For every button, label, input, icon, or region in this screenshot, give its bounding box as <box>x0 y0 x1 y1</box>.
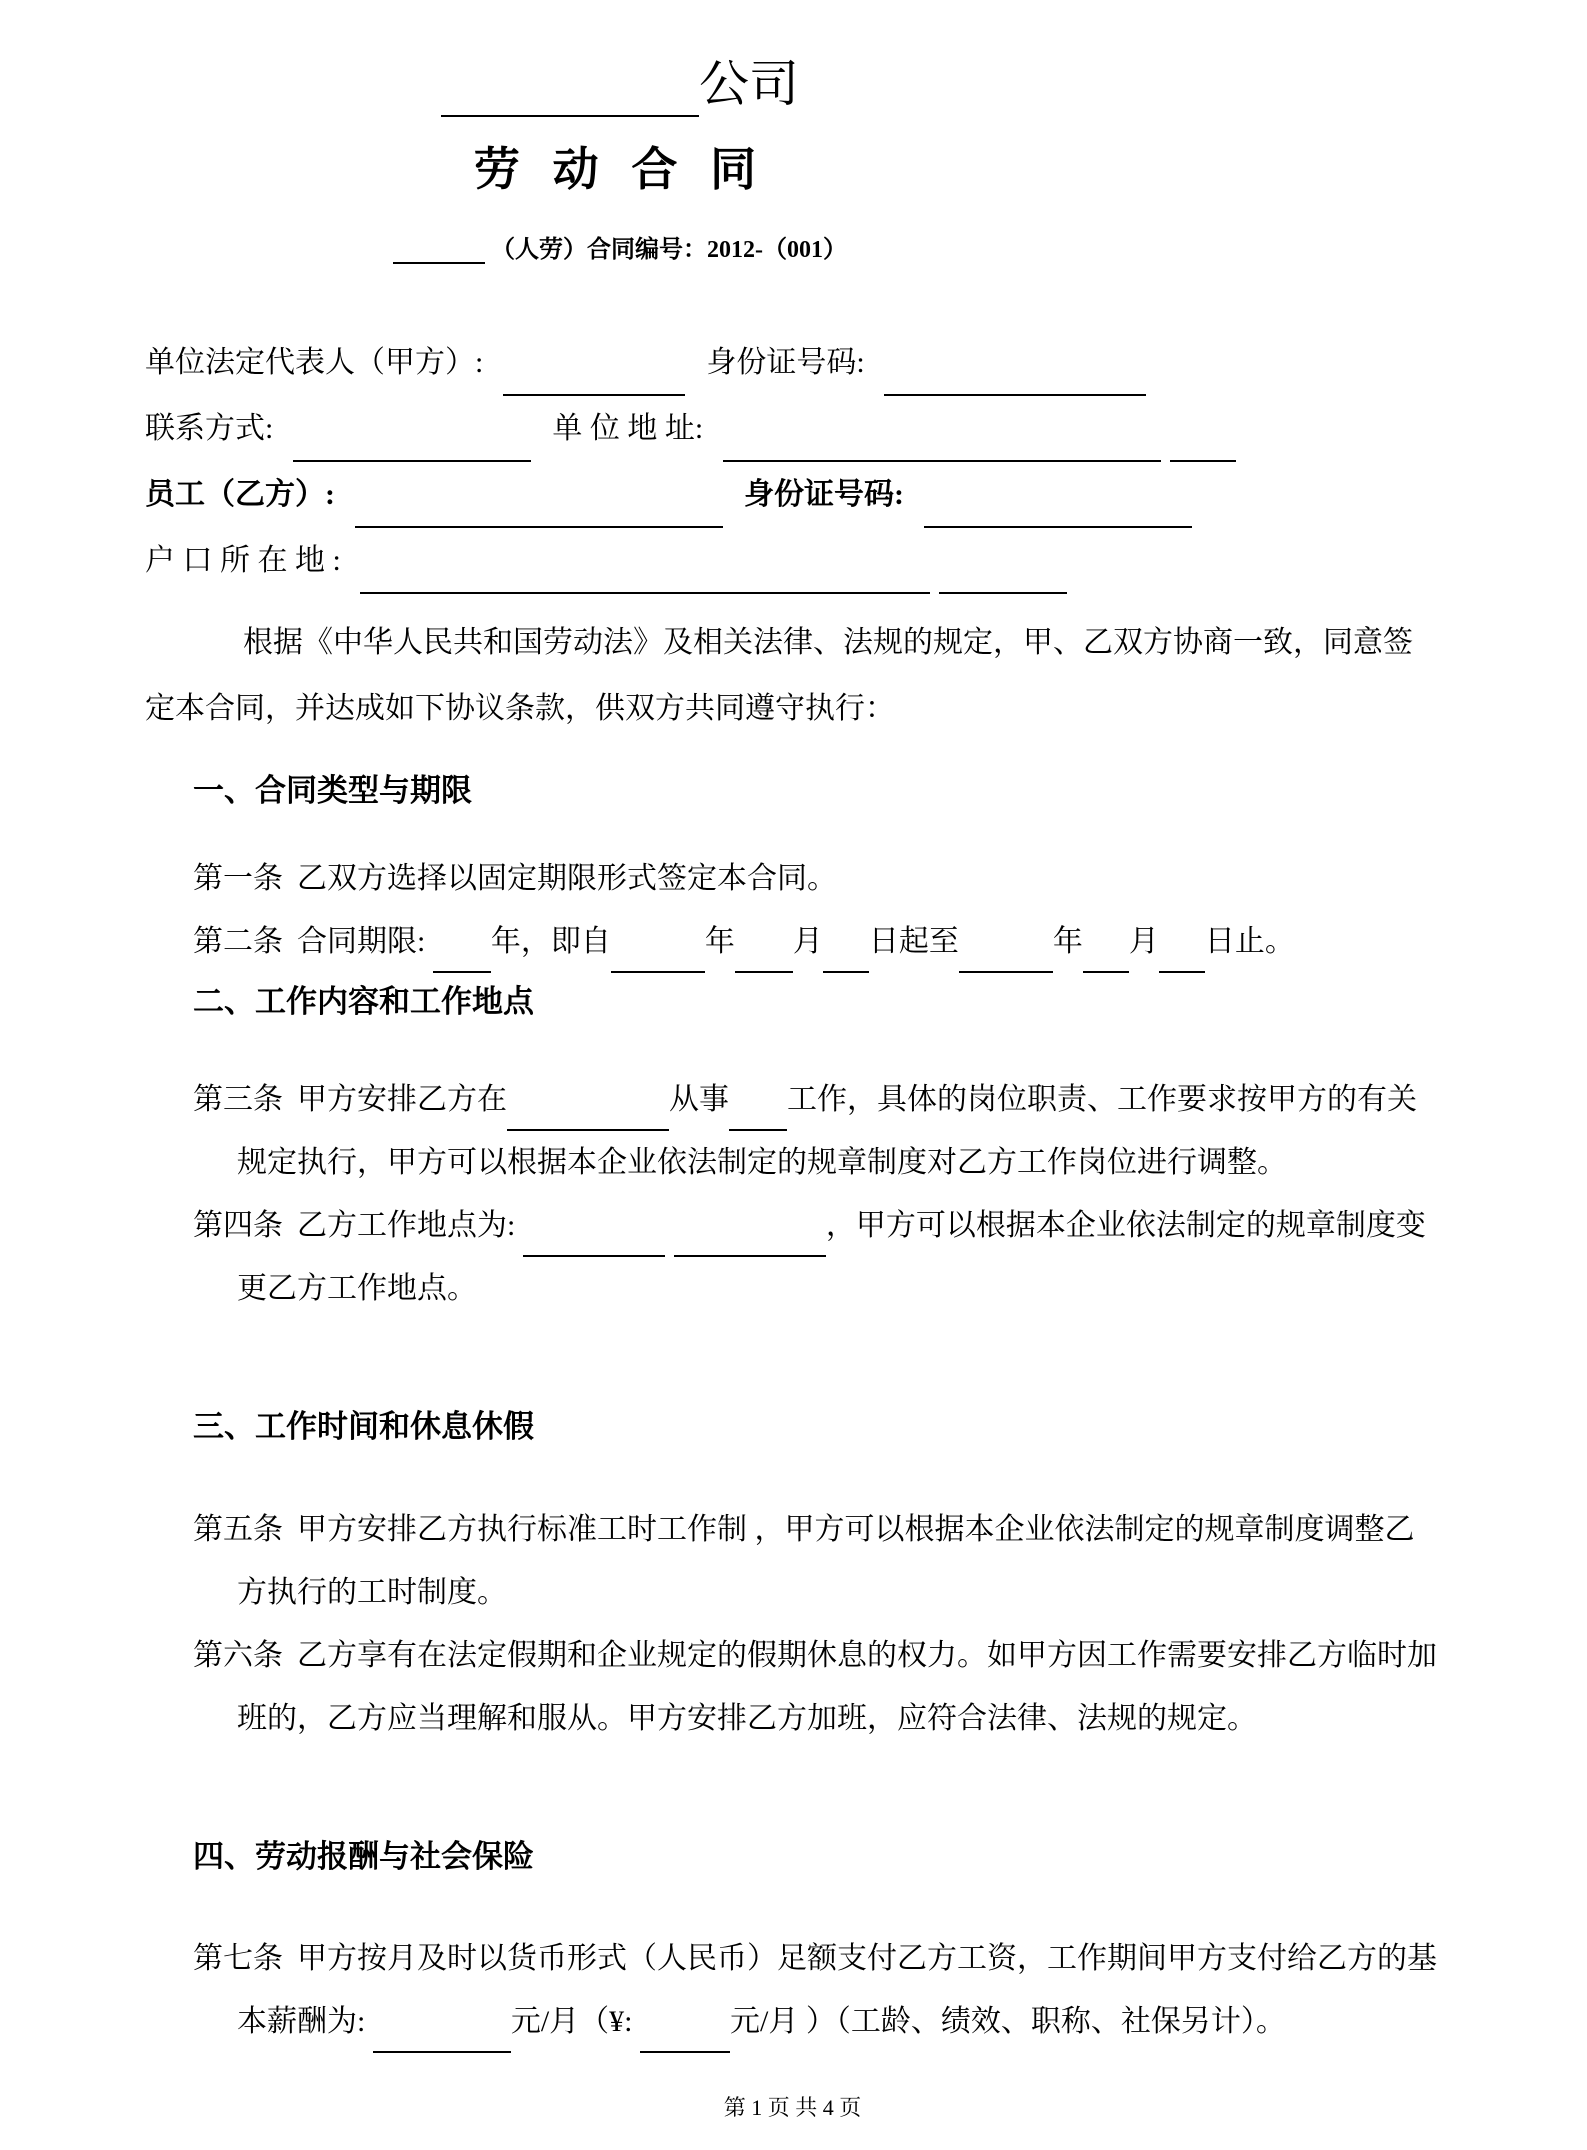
clause-2-text-2: 年，即自 <box>490 925 611 959</box>
start-day-blank <box>823 939 869 973</box>
clause-7-number: 第七条 <box>193 1941 283 1975</box>
clause-2-text-5: 日起至 <box>868 925 959 959</box>
clause-4 <box>145 1194 1440 1320</box>
end-year-blank <box>959 939 1053 973</box>
start-month-blank <box>735 939 793 973</box>
clause-4-text-2: ，甲方可以根据本企业依法制定的规章制度变更乙方工作地点。 <box>237 1209 1426 1306</box>
rep-id-blank <box>884 362 1146 396</box>
start-year-blank <box>611 939 705 973</box>
clause-6 <box>145 1624 1440 1750</box>
clause-3-text: 甲方安排乙方在 <box>297 1083 507 1117</box>
section-3-heading: 三、工作时间和休息休假 <box>193 1409 534 1445</box>
section-1-heading: 一、合同类型与期限 <box>193 773 472 808</box>
term-years-blank <box>433 939 491 973</box>
rep-id-label: 身份证号码: <box>706 346 865 379</box>
base-salary-blank <box>373 2019 511 2053</box>
section-2-heading: 二、工作内容和工作地点 <box>193 984 534 1020</box>
clause-1-number: 第一条 <box>193 862 283 896</box>
employee-label: 员工（乙方）: <box>145 478 335 511</box>
clause-5-number: 第五条 <box>193 1512 283 1546</box>
company-name-blank <box>441 83 699 117</box>
company-address-blank <box>723 428 1161 462</box>
clause-2-text: 合同期限: <box>297 925 426 959</box>
company-name-line <box>145 52 1095 117</box>
clause-1 <box>145 847 1440 910</box>
work-unit-blank <box>507 1097 669 1131</box>
section-4-heading: 四、劳动报酬与社会保险 <box>193 1838 534 1874</box>
clause-7 <box>145 1927 1440 2053</box>
clause-2-text-7: 月 <box>1128 925 1159 959</box>
contract-number-blank <box>393 238 485 264</box>
clause-2-text-6: 年 <box>1052 925 1083 959</box>
clause-2 <box>145 910 1440 973</box>
company-address-label: 单 位 地 址: <box>552 412 704 445</box>
contact-line <box>145 396 1440 462</box>
clause-7-text-3: 元/月 ）（工龄、绩效、职称、社保另计）。 <box>730 2004 1286 2038</box>
clause-2-number: 第二条 <box>193 925 283 959</box>
job-title-blank <box>729 1097 787 1131</box>
end-day-blank <box>1159 939 1205 973</box>
work-location-blank <box>523 1223 665 1257</box>
clause-3-text-2: 从事 <box>669 1083 729 1117</box>
employee-id-blank <box>924 494 1192 528</box>
clause-3 <box>145 1068 1440 1194</box>
clause-4-number: 第四条 <box>193 1209 283 1243</box>
document-title: 劳 动 合 同 <box>473 143 767 195</box>
end-month-blank <box>1083 939 1129 973</box>
residence-line <box>145 528 1440 594</box>
contract-number-line <box>145 229 1095 264</box>
salary-amount-blank <box>640 2019 730 2053</box>
employee-line <box>145 462 1440 528</box>
residence-label: 户 口 所 在 地 : <box>145 544 341 577</box>
clause-5-text: 甲方安排乙方执行标准工时工作制 ，甲方可以根据本企业依法制定的规章制度调整乙方执行的工时制度。 <box>237 1512 1415 1609</box>
residence-blank-2 <box>939 560 1067 594</box>
clause-6-text: 乙方享有在法定假期和企业规定的假期休息的权力。如甲方因工作需要安排乙方临时加班的，乙方应当理解和服从。甲方安排乙方加班，应符合法律、法规的规定。 <box>237 1638 1437 1735</box>
contact-label: 联系方式: <box>145 412 274 445</box>
page-footer: 第 1 页 共 4 页 <box>723 2094 862 2120</box>
rep-name-label: 单位法定代表人（甲方）: <box>145 346 484 379</box>
clause-5 <box>145 1498 1440 1624</box>
clause-7-text: 甲方按月及时以货币形式（人民币）足额支付乙方工资，工作期间甲方支付给乙方的基本薪酬为: <box>237 1941 1437 2038</box>
contact-blank <box>293 428 531 462</box>
clause-4-text: 乙方工作地点为: <box>297 1209 516 1243</box>
legal-rep-line <box>145 330 1440 396</box>
employee-name-blank <box>355 494 723 528</box>
company-suffix: 公司 <box>699 56 799 112</box>
document-header <box>145 52 1095 330</box>
employee-id-label: 身份证号码: <box>744 478 904 511</box>
clause-2-text-8: 日止。 <box>1204 925 1295 959</box>
party-info-block <box>145 330 1440 594</box>
clause-3-number: 第三条 <box>193 1083 283 1117</box>
company-address-blank-2 <box>1170 428 1236 462</box>
intro-paragraph: 根据《中华人民共和国劳动法》及相关法律、法规的规定，甲、乙双方协商一致，同意签定本合同，并达成如下协议条款，供双方共同遵守执行： <box>145 626 1413 725</box>
clause-2-text-3: 年 <box>704 925 735 959</box>
clause-7-text-2: 元/月（¥: <box>510 2004 633 2038</box>
clause-2-text-4: 月 <box>792 925 823 959</box>
clause-6-number: 第六条 <box>193 1638 283 1672</box>
contract-number-label: （人劳）合同编号：2012-（001） <box>491 237 847 263</box>
clause-1-text: 乙双方选择以固定期限形式签定本合同。 <box>297 862 837 896</box>
work-location-blank-2 <box>674 1223 826 1257</box>
residence-blank <box>360 560 930 594</box>
rep-name-blank <box>503 362 685 396</box>
clause-3-text-3: 工作，具体的岗位职责、工作要求按甲方的有关规定执行，甲方可以根据本企业依法制定的规章制度对乙方工作岗位进行调整。 <box>237 1083 1417 1180</box>
